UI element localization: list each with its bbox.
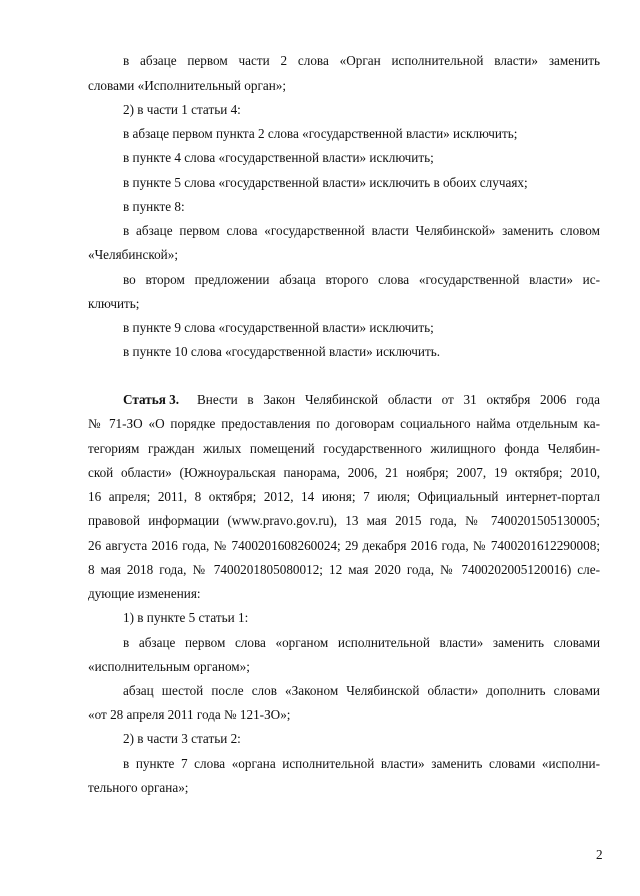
text-line: в пункте 8: [123,199,185,214]
text-line: 16 апреля; 2011, 8 октября; 2012, 14 июня; 7 июля; Официальный интернет-портал [88,489,600,504]
text-line: в пункте 4 слова «государственной власти» исключить; [123,150,434,165]
text-line: в пункте 7 слова «органа исполнительной власти» заменить словами «исполни- [123,756,600,771]
text-line: 2) в части 3 статьи 2: [123,731,241,746]
text-line: в абзаце первом пункта 2 слова «государственной власти» исключить; [123,126,518,141]
text-line: тельного органа»; [88,780,189,795]
text-line: в абзаце первом части 2 слова «Орган исполнительной власти» заменить [123,53,600,68]
text-line: в пункте 9 слова «государственной власти» исключить; [123,320,434,335]
page-number: 2 [596,847,603,862]
text-line: Внести в Закон Челябинской области от 31 октября 2006 года [197,392,600,407]
text-line: тегориям граждан жилых помещений государственного жилищного фонда Челябин- [88,441,600,456]
text-line: правовой информации (www.pravo.gov.ru), 13 мая 2015 года, № 7400201505130005; [88,513,600,528]
text-line: «исполнительным органом»; [88,659,250,674]
text-line: во втором предложении абзаца второго слова «государственной власти» ис- [123,272,600,287]
text-line: 26 августа 2016 года, № 7400201608260024; 29 декабря 2016 года, № 7400201612290008; [88,538,600,553]
text-line: 8 мая 2018 года, № 7400201805080012; 12 мая 2020 года, № 7400202005120016) сле- [88,562,600,577]
text-line: № 71-ЗО «О порядке предоставления по договорам социального найма отдельным ка- [88,416,600,431]
article-label: Статья 3. [123,392,180,407]
text-line: 1) в пункте 5 статьи 1: [123,610,249,625]
text-line: в пункте 10 слова «государственной власти» исключить. [123,344,441,359]
text-line: абзац шестой после слов «Законом Челябинской области» дополнить словами [123,683,600,698]
text-line: ской области» (Южноуральская панорама, 2006, 21 ноября; 2007, 19 октября; 2010, [88,465,600,480]
text-line: «от 28 апреля 2011 года № 121-ЗО»; [88,707,291,722]
text-line: в абзаце первом слова «органом исполнительной власти» заменить словами [123,635,600,650]
text-line: 2) в части 1 статьи 4: [123,102,241,117]
text-line: словами «Исполнительный орган»; [88,78,287,93]
text-line: «Челябинской»; [88,247,178,262]
text-line: в абзаце первом слова «государственной власти Челябинской» заменить словом [123,223,600,238]
text-line: дующие изменения: [88,586,201,601]
text-line: ключить; [88,296,140,311]
text-line: в пункте 5 слова «государственной власти» исключить в обоих случаях; [123,175,528,190]
